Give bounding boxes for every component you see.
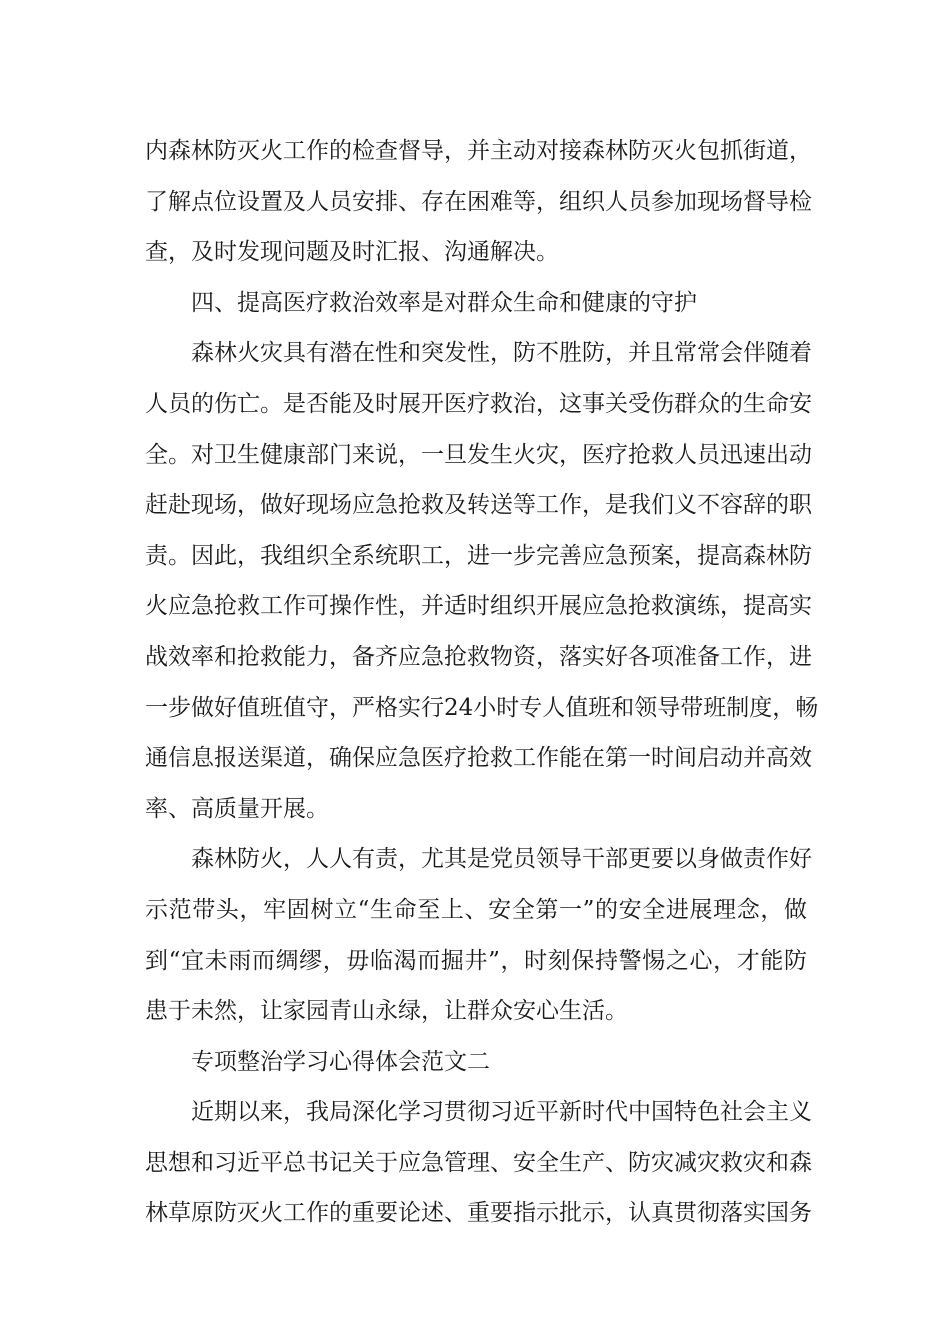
paragraph-line: 林草原防灭火工作的重要论述、重要指示批示，认真贯彻落实国务 (145, 1200, 812, 1227)
paragraph-line: 森林防火，人人有责，尤其是党员领导干部更要以身做责作好 (191, 846, 812, 873)
paragraph-line: 内森林防灭火工作的检查督导，并主动对接森林防灭火包抓街道， (145, 138, 812, 164)
paragraph-line: 战效率和抢救能力，备齐应急抢救物资，落实好各项准备工作，进 (145, 643, 812, 670)
paragraph-line: 全。对卫生健康部门来说，一旦发生火灾，医疗抢救人员迅速出动 (145, 441, 812, 468)
paragraph-line: 率、高质量开展。 (145, 795, 329, 822)
paragraph-line: 责。因此，我组织全系统职工，进一步完善应急预案，提高森林防 (145, 542, 812, 569)
document-body (145, 126, 819, 1239)
paragraph-line: 思想和习近平总书记关于应急管理、安全生产、防灾减灾救灾和森 (145, 1149, 812, 1176)
paragraph-line: 通信息报送渠道，确保应急医疗抢救工作能在第一时间启动并高效 (145, 745, 812, 772)
section-heading: 专项整治学习心得体会范文二 (191, 1048, 490, 1075)
paragraph-line: 近期以来，我局深化学习贯彻习近平新时代中国特色社会主义 (191, 1099, 812, 1126)
paragraph-line: 了解点位设置及人员安排、存在困难等，组织人员参加现场督导检 (145, 188, 812, 215)
paragraph-line: 火应急抢救工作可操作性，并适时组织开展应急抢救演练，提高实 (145, 593, 812, 620)
paragraph-line: 患于未然，让家园青山永绿，让群众安心生活。 (145, 998, 628, 1025)
paragraph-line: 一步做好值班值守，严格实行24小时专人值班和领导带班制度，畅 (145, 694, 819, 721)
paragraph-line: 查，及时发现问题及时汇报、沟通解决。 (145, 239, 559, 266)
paragraph-line: 人员的伤亡。是否能及时展开医疗救治，这事关受伤群众的生命安 (145, 390, 812, 417)
section-heading: 四、提高医疗救治效率是对群众生命和健康的守护 (191, 289, 697, 316)
paragraph-line: 示范带头，牢固树立“生命至上、安全第一”的安全进展理念，做 (145, 896, 807, 923)
paragraph-line: 到“宜未雨而绸缪，毋临渴而掘井”，时刻保持警惕之心，才能防 (145, 947, 807, 974)
paragraph-line: 赶赴现场，做好现场应急抢救及转送等工作，是我们义不容辞的职 (145, 492, 812, 519)
paragraph-line: 森林火灾具有潜在性和突发性，防不胜防，并且常常会伴随着 (191, 340, 812, 367)
